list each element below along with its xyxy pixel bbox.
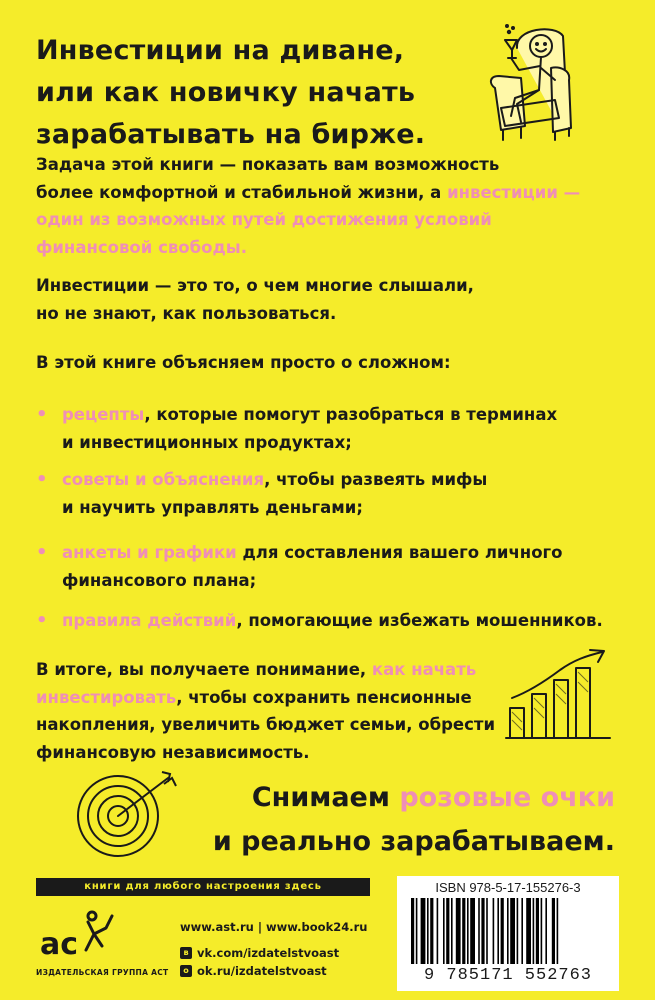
text-span: для составления вашего личного: [236, 543, 563, 562]
barcode-stripe: [427, 898, 429, 964]
barcode-stripe: [481, 898, 484, 964]
armchair-illustration: [455, 18, 585, 146]
bullet-dot: •: [36, 610, 48, 631]
barcode-stripe: [456, 898, 461, 964]
target-icon: [72, 764, 182, 864]
svg-text:ac: ac: [40, 927, 79, 962]
ok-link[interactable]: [180, 964, 327, 978]
text-line: и реально зарабатываем.: [212, 826, 615, 857]
text-line: и инвестиционных продуктах;: [62, 432, 352, 452]
list-intro: [36, 349, 616, 377]
barcode-stripe: [430, 898, 433, 964]
websites-link[interactable]: www.ast.ru | www.book24.ru: [180, 920, 368, 934]
text-line: но не знают, как пользоваться.: [36, 303, 337, 323]
target-illustration: [72, 764, 182, 864]
barcode-stripe: [517, 898, 519, 964]
text-line: и научить управлять деньгами;: [62, 497, 363, 517]
barcode-stripe: [416, 898, 418, 964]
title-line: Инвестиции на диване,: [36, 35, 405, 66]
barcode-stripe: [501, 898, 504, 964]
ast-logo-icon: [36, 906, 126, 966]
barcode-stripe: [497, 898, 499, 964]
text-line: В этой книге объясняем просто о сложном:: [36, 353, 451, 372]
barcode-stripe: [462, 898, 465, 964]
highlight-text: рецепты: [62, 405, 145, 424]
isbn-text: ISBN 978-5-17-155276-3: [435, 880, 581, 895]
highlight-text: инвестиции —: [447, 182, 581, 202]
text-span: более комфортной и стабильной жизни, а: [36, 182, 448, 202]
bullet-dot: •: [36, 542, 48, 563]
person-in-armchair-icon: [455, 18, 585, 146]
barcode-stripe: [545, 898, 547, 964]
barcode-stripe: [470, 898, 475, 964]
second-paragraph: [36, 272, 616, 327]
text-span: , чтобы развеять мифы: [264, 470, 488, 489]
intro-paragraph: [36, 151, 616, 261]
text-line: Задача этой книги — показать вам возможность: [36, 155, 500, 174]
vk-icon: в: [180, 947, 192, 959]
barcode-stripe: [421, 898, 426, 964]
barcode-stripe: [467, 898, 469, 964]
barcode-stripe: [446, 898, 449, 964]
series-banner: книги для любого настроения здесь: [36, 878, 370, 896]
ok-label: ok.ru/izdatelstvoast: [197, 964, 327, 978]
barcode-digits: 9 785171 552763: [423, 966, 593, 985]
barcode-stripe: [510, 898, 515, 964]
highlight-line: финансовой свободы.: [36, 237, 247, 257]
vk-label: vk.com/izdatelstvoast: [197, 946, 340, 960]
highlight-text: розовые очки: [399, 782, 615, 813]
barcode-stripe: [486, 898, 488, 964]
barcode-stripe: [552, 898, 555, 964]
book-title: [36, 30, 456, 156]
title-line: или как новичку начать: [36, 77, 416, 108]
barcode-stripe: [557, 898, 559, 964]
ok-icon: о: [180, 965, 192, 977]
barcode-stripe: [536, 898, 539, 964]
barcode-stripe: [451, 898, 453, 964]
barcode-icon: [409, 898, 607, 964]
text-span: Снимаем: [251, 782, 400, 813]
barcode-stripe: [493, 898, 495, 964]
text-span: , которые помогут разобраться в терминах: [144, 405, 558, 424]
vk-link[interactable]: [180, 946, 339, 960]
barcode-stripe: [437, 898, 439, 964]
bullet-dot: •: [36, 469, 48, 490]
barcode-stripe: [507, 898, 509, 964]
highlight-text: советы и объяснения: [62, 470, 265, 489]
barcode-stripe: [521, 898, 523, 964]
growth-chart-icon: [498, 646, 618, 746]
text-line: накопления, увеличить бюджет семьи, обрести: [36, 715, 496, 734]
barcode-stripe: [478, 898, 480, 964]
highlight-line: один из возможных путей достижения условий: [36, 210, 492, 229]
text-span: , помогающие избежать мошенников.: [236, 611, 603, 630]
barcode-stripe: [411, 898, 414, 964]
barcode-stripe: [443, 898, 445, 964]
publisher-caption: ИЗДАТЕЛЬСКАЯ ГРУППА АСТ: [36, 968, 169, 977]
highlight-text: инвестировать: [36, 687, 177, 707]
barcode-stripe: [541, 898, 543, 964]
highlight-text: правила действий: [62, 611, 237, 630]
barcode-stripe: [533, 898, 535, 964]
growth-chart-illustration: [498, 646, 618, 746]
text-line: финансовую независимость.: [36, 742, 310, 762]
barcode-stripe: [526, 898, 531, 964]
summary-paragraph: [36, 656, 506, 766]
text-line: финансового плана;: [62, 570, 257, 590]
text-span: В итоге, вы получаете понимание,: [36, 660, 372, 679]
text-line: [36, 179, 616, 207]
title-line: зарабатывать на бирже.: [36, 119, 426, 150]
barcode-block: [397, 876, 619, 991]
highlight-text: анкеты и графики: [62, 543, 237, 562]
tagline: [213, 776, 615, 864]
text-line: Инвестиции — это то, о чем многие слышали,: [36, 276, 474, 295]
bullet-dot: •: [36, 404, 48, 425]
highlight-text: как начать: [371, 660, 477, 679]
text-span: , чтобы сохранить пенсионные: [176, 687, 472, 707]
